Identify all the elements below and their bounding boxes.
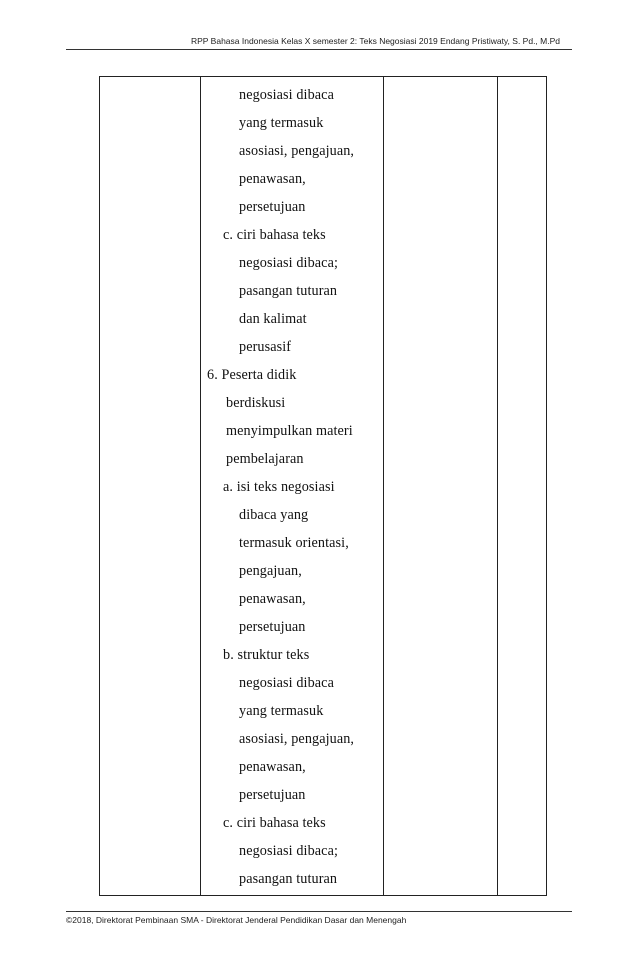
text-line: termasuk orientasi, [239, 535, 349, 551]
text-line: a. isi teks negosiasi [223, 479, 335, 495]
text-line: penawasan, [239, 759, 306, 775]
text-line: dan kalimat [239, 311, 307, 327]
text-line: persetujuan [239, 619, 306, 635]
text-line: dibaca yang [239, 507, 309, 523]
text-line: negosiasi dibaca; [239, 255, 339, 271]
header-divider [66, 49, 572, 50]
text-line: pembelajaran [226, 451, 304, 467]
footer-divider [66, 911, 572, 912]
table-column-divider [497, 77, 498, 895]
text-line: c. ciri bahasa teks [223, 815, 326, 831]
text-line: berdiskusi [226, 395, 286, 411]
text-line: yang termasuk [239, 115, 324, 131]
text-line: persetujuan [239, 787, 306, 803]
text-line: penawasan, [239, 591, 306, 607]
text-line: c. ciri bahasa teks [223, 227, 326, 243]
text-line: yang termasuk [239, 703, 324, 719]
text-line: pasangan tuturan [239, 871, 338, 887]
text-line: persetujuan [239, 199, 306, 215]
page-footer: ©2018, Direktorat Pembinaan SMA - Direktorat Jenderal Pendidikan Dasar dan Menengah [66, 915, 407, 925]
text-line: 6. Peserta didik [207, 367, 297, 383]
text-line: asosiasi, pengajuan, [239, 731, 355, 747]
activity-steps-cell [201, 77, 383, 895]
text-line: pengajuan, [239, 563, 302, 579]
text-line: menyimpulkan materi [226, 423, 353, 439]
text-line: b. struktur teks [223, 647, 310, 663]
page-header: RPP Bahasa Indonesia Kelas X semester 2: Teks Negosiasi 2019 Endang Pristiwaty, S. Pd., M.Pd [190, 36, 560, 46]
text-line: asosiasi, pengajuan, [239, 143, 355, 159]
text-line: penawasan, [239, 171, 306, 187]
text-line: negosiasi dibaca; [239, 843, 339, 859]
text-line: negosiasi dibaca [239, 87, 334, 103]
lesson-plan-table [99, 76, 547, 896]
text-line: pasangan tuturan [239, 283, 338, 299]
text-line: perusasif [239, 339, 292, 355]
table-column-divider [383, 77, 384, 895]
text-line: negosiasi dibaca [239, 675, 334, 691]
